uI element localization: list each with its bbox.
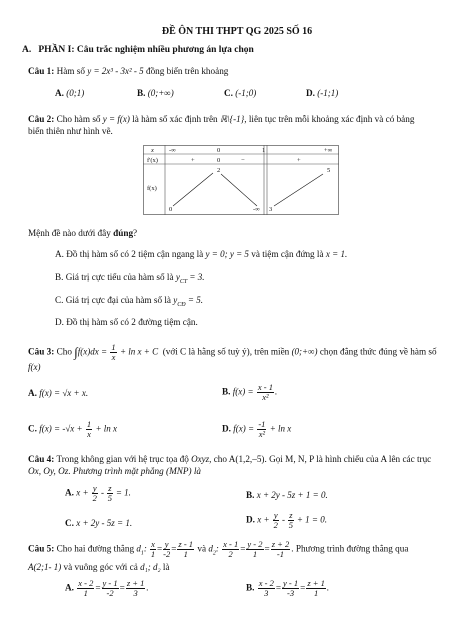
line-fraction — [177, 540, 194, 559]
fraction-den: x² — [262, 392, 269, 402]
page-title: ĐỀ ÔN THI THPT QG 2025 SỐ 16 — [161, 26, 313, 37]
q2-question-text: Mệnh đề nào dưới đây — [28, 228, 114, 238]
increase-arrow — [173, 173, 213, 206]
fraction-den: -2 — [106, 588, 114, 598]
option-letter: A. — [65, 582, 74, 593]
option-math: + 1 = 0. — [296, 514, 327, 525]
option-math: = 1. — [115, 487, 131, 498]
fraction-den: 3 — [133, 588, 138, 598]
q4-system: Oxyz — [191, 454, 210, 464]
q3-option-d[interactable] — [222, 420, 291, 439]
line-fraction — [222, 540, 239, 559]
fraction-num: z — [289, 510, 293, 520]
q2-tail1: , liên tục trên mỗi khoảng xác định và có bảng — [244, 114, 415, 124]
fraction-num: 1 — [86, 419, 92, 429]
fraction-num: y - 1 — [102, 578, 118, 588]
q3-function: f(x) — [28, 362, 41, 372]
fraction-num: y — [92, 483, 97, 493]
q2-question-bold: đúng — [113, 228, 134, 238]
q4-option-b[interactable] — [246, 490, 328, 500]
option-fraction — [282, 579, 299, 598]
fraction-num: z + 1 — [307, 578, 325, 588]
line-subscript: 2 — [212, 550, 216, 557]
option-rhs: + ln x — [95, 423, 118, 434]
option-text: Đồ thị hàm số có 2 tiệm cận ngang là — [66, 249, 204, 259]
option-rhs: . — [274, 386, 278, 397]
option-text: Giá trị cực đại của hàm số là — [65, 295, 171, 305]
q2-domain: ℝ\{-1} — [219, 114, 245, 124]
q3-option-c[interactable] — [28, 420, 117, 439]
q2-tail2: biến thiên như hình vẽ. — [28, 126, 113, 136]
option-fraction — [86, 420, 92, 439]
q4-label: Câu 4: — [28, 454, 55, 464]
fraction-num: x — [151, 539, 155, 549]
option-letter: C. — [65, 518, 74, 528]
option-text: và tiệm cận đứng là — [251, 249, 324, 259]
option-fraction — [92, 484, 98, 503]
option-letter: C. — [224, 88, 233, 98]
q2-mid: là hàm số xác định trên — [132, 114, 218, 124]
section-label: PHẦN I: Câu trắc nghiệm nhiều phương án lựa chọn — [38, 45, 254, 55]
q1-tail: đồng biến trên khoảng — [145, 66, 229, 76]
option-text: Giá trị cực tiểu của hàm số là — [65, 272, 174, 282]
option-math: x + — [257, 514, 270, 525]
fraction-num: x - 1 — [257, 382, 273, 392]
q2-option-a[interactable] — [55, 249, 347, 259]
option-text: Đồ thị hàm số có 2 đường tiệm cận. — [66, 317, 198, 327]
variation-table — [143, 145, 339, 215]
q1-option-c[interactable] — [224, 88, 256, 98]
q3-integral-rhs: + ln x + C — [119, 346, 159, 357]
option-letter: B. — [137, 88, 146, 98]
q2-question — [28, 228, 137, 238]
fraction-den: 1 — [83, 588, 88, 598]
q1-lead: Hàm số — [56, 66, 85, 76]
fraction-den: 5 — [107, 493, 113, 503]
q5-point: A(2;1- 1) — [28, 562, 62, 572]
q3-integral-lhs: f(x)dx = — [77, 346, 108, 357]
fraction-num: x - 2 — [78, 578, 94, 588]
fraction-den: 2 — [228, 549, 233, 559]
q5-text: là — [162, 562, 170, 572]
question-4 — [28, 454, 431, 464]
option-lhs: f(x) = — [232, 386, 254, 397]
q3-label: Câu 3: — [28, 346, 55, 357]
q5-label: Câu 5: — [28, 543, 55, 554]
option-letter: C. — [55, 295, 64, 305]
option-letter: A. — [55, 249, 64, 259]
option-letter: C. — [28, 423, 37, 434]
fraction-num: y — [273, 510, 278, 520]
option-letter: B. — [55, 272, 64, 282]
x-value: +∞ — [324, 147, 333, 154]
q2-question-end: ? — [133, 228, 138, 238]
q5-lines: d₁; d₂ — [140, 562, 161, 572]
option-math: = 3. — [187, 272, 205, 282]
f-value: 3 — [269, 206, 273, 213]
q1-option-b[interactable] — [137, 88, 174, 98]
option-math: x + 2y - 5z + 1 = 0. — [256, 490, 328, 500]
fraction-den: 2 — [273, 520, 278, 530]
option-letter: B. — [222, 386, 231, 397]
fraction-den: 1 — [313, 588, 319, 598]
question-1 — [28, 66, 228, 76]
fraction-num: z + 1 — [126, 578, 145, 588]
line-subscript: 1 — [140, 550, 144, 557]
section-marker: A. — [22, 45, 32, 55]
line-name: d — [136, 543, 141, 554]
option-math: - — [100, 487, 104, 498]
option-math: y = 0; y = 5 — [205, 249, 249, 259]
q3-tail: chọn đẳng thức đúng về hàm số — [319, 346, 437, 357]
q4-option-d[interactable] — [246, 511, 327, 530]
option-rhs: -√x + — [62, 423, 83, 434]
option-rhs: + ln x — [269, 423, 292, 434]
q4-text: , cho A(1,2,–5). Gọi M, N, P là hình chiếu của A lên các trục — [209, 454, 432, 464]
option-letter: D. — [222, 423, 231, 434]
option-lhs: f(x) = — [233, 423, 255, 434]
q4-option-c[interactable] — [65, 518, 132, 528]
option-fraction — [257, 383, 274, 402]
f-value: 0 — [169, 206, 173, 213]
q5-and: và — [197, 543, 207, 554]
option-fraction — [288, 511, 293, 530]
q4-option-a[interactable] — [65, 484, 131, 503]
q1-option-a[interactable] — [55, 88, 84, 98]
line-fraction — [271, 540, 291, 559]
fraction-num: 1 — [111, 342, 116, 352]
decrease-arrow — [221, 174, 257, 206]
line-fraction — [246, 540, 263, 559]
x-value: 1 — [262, 147, 266, 154]
line-name: d — [208, 543, 213, 554]
fraction-num: y - 1 — [283, 578, 299, 588]
option-fraction — [306, 579, 326, 598]
f-value: 5 — [327, 167, 331, 174]
option-fraction — [273, 511, 279, 530]
x-label: x — [151, 147, 154, 154]
q3-option-b[interactable] — [222, 383, 277, 402]
table-border — [144, 146, 339, 215]
option-lhs: f(x) = — [39, 388, 61, 398]
fraction-num: z - 1 — [178, 539, 194, 549]
fraction-num: y — [164, 539, 169, 549]
fraction-num: -1 — [258, 419, 266, 429]
line-fraction — [163, 540, 170, 559]
option-fraction — [258, 579, 275, 598]
option-math: x = 1. — [325, 249, 348, 259]
fraction-num: x - 1 — [223, 539, 239, 549]
q1-option-d[interactable] — [306, 88, 338, 98]
q4-text: Trong không gian với hệ trục tọa độ — [56, 454, 189, 464]
fraction-den: x² — [258, 429, 266, 439]
fraction-den: -3 — [287, 588, 295, 598]
q4-text3: Ox, Oy, Oz. Phương trình mặt phẳng (MNP) là — [28, 466, 201, 476]
line-fraction — [150, 540, 156, 559]
section-heading — [22, 45, 254, 55]
q5-text: . Phương trình đường thẳng qua — [291, 543, 409, 554]
option-lhs: f(x) = — [39, 423, 61, 434]
fraction-den: x — [111, 352, 116, 362]
fprime-sign: + — [191, 157, 195, 164]
fraction-num: y - 2 — [247, 539, 263, 549]
f-value: -∞ — [253, 206, 260, 213]
q2-option-b[interactable] — [55, 272, 205, 285]
option-letter: B. — [246, 490, 255, 500]
q5-line2 — [28, 562, 170, 572]
option-value: (-1;1) — [317, 88, 339, 98]
fraction-den: -2 — [163, 549, 171, 559]
q2-label: Câu 2: — [28, 114, 55, 124]
option-value: (0;+∞) — [147, 88, 174, 98]
fraction-den: 1 — [183, 549, 188, 559]
q1-label: Câu 1: — [28, 66, 55, 76]
f-label: f(x) — [147, 185, 157, 192]
option-math: - — [281, 514, 285, 525]
fprime-sign: + — [297, 157, 301, 164]
option-letter: A. — [55, 88, 64, 98]
option-value: (-1;0) — [235, 88, 257, 98]
option-fraction — [102, 579, 119, 598]
option-rhs: √x + x. — [62, 388, 89, 398]
integral-icon: ∫ — [74, 344, 78, 360]
q2-function: y = f(x) — [102, 114, 130, 124]
option-math: = 5. — [185, 295, 203, 305]
option-math: . — [326, 582, 330, 593]
fraction-num: z — [108, 483, 112, 493]
option-letter: A. — [65, 487, 74, 498]
fprime-label: f'(x) — [147, 157, 158, 164]
q3-lead: Cho — [56, 346, 72, 357]
q3-domain: (0;+∞) — [291, 346, 318, 357]
option-letter: D. — [306, 88, 315, 98]
option-math: x + 2y - 5z = 1. — [76, 518, 133, 528]
option-fraction — [126, 578, 149, 598]
option-math: y — [175, 272, 180, 282]
option-letter: D. — [246, 514, 255, 525]
option-fraction — [77, 579, 94, 598]
option-letter: D. — [55, 317, 64, 327]
option-letter: B. — [246, 582, 255, 593]
fraction-den: 5 — [288, 520, 294, 530]
q5-text: Cho hai đường thẳng — [56, 543, 135, 554]
option-value: (0;1) — [66, 88, 85, 98]
fprime-sign: 0 — [217, 157, 221, 164]
fraction-den: -1 — [276, 549, 285, 559]
fraction-den: 1 — [150, 549, 156, 559]
q2-lead: Cho hàm số — [56, 114, 101, 124]
line-colon: : — [143, 543, 147, 554]
option-letter: A. — [28, 388, 37, 398]
x-value: -∞ — [169, 147, 176, 154]
increase-arrow — [274, 174, 323, 206]
line-colon: : — [215, 543, 219, 554]
fprime-sign: − — [241, 157, 245, 164]
question-5: Câu 5: Cho hai đường thẳng $d_1$: $\frac{x}{1}$ = $\frac{y}{-2}$ = $\frac{z - 1}{1}$ và $d_2$: $\frac{x - 1}{2}$ = $\frac{y - 2}{1}$ = $\frac{z + 2}{-1}$ . Phương trình đường thẳng qua — [28, 539, 409, 559]
q3-middle: (với C là hằng số tuỳ ý), trên miền — [162, 346, 290, 357]
option-fraction — [257, 420, 266, 439]
fraction-num: x - 2 — [258, 578, 274, 588]
fraction-den: 1 — [252, 549, 258, 559]
option-subscript: CT — [179, 278, 188, 285]
fraction-num: z + 2 — [271, 539, 290, 549]
q2-option-c[interactable] — [55, 295, 203, 308]
option-subscript: CĐ — [177, 301, 186, 308]
option-math: y — [173, 295, 178, 305]
q5-text: và vuông góc với cả — [63, 562, 138, 572]
q1-function: y = 2x³ - 3x² - 5 — [87, 66, 144, 76]
q5-option-b[interactable]: B. $\frac{x - 2}{3}$ = $\frac{y - 1}{-3}$ = $\frac{z + 1}{1}$ . — [246, 578, 330, 598]
option-math: x + — [76, 487, 89, 498]
f-value: 2 — [217, 167, 221, 174]
question-2 — [28, 114, 414, 125]
q2-option-d[interactable] — [55, 317, 198, 327]
q3-fraction — [110, 343, 116, 362]
q3-option-a[interactable] — [28, 388, 88, 398]
option-fraction — [107, 484, 112, 503]
q5-option-a[interactable]: A. $\frac{x - 2}{1}$ = $\frac{y - 1}{-2}$ = $\frac{z + 1}{3}$ . — [65, 578, 149, 598]
option-math: . — [146, 582, 149, 593]
x-value: 0 — [217, 147, 221, 154]
fraction-den: 3 — [264, 588, 269, 598]
fraction-den: 2 — [92, 493, 97, 503]
question-3 — [28, 343, 437, 362]
fraction-den: x — [87, 429, 91, 439]
